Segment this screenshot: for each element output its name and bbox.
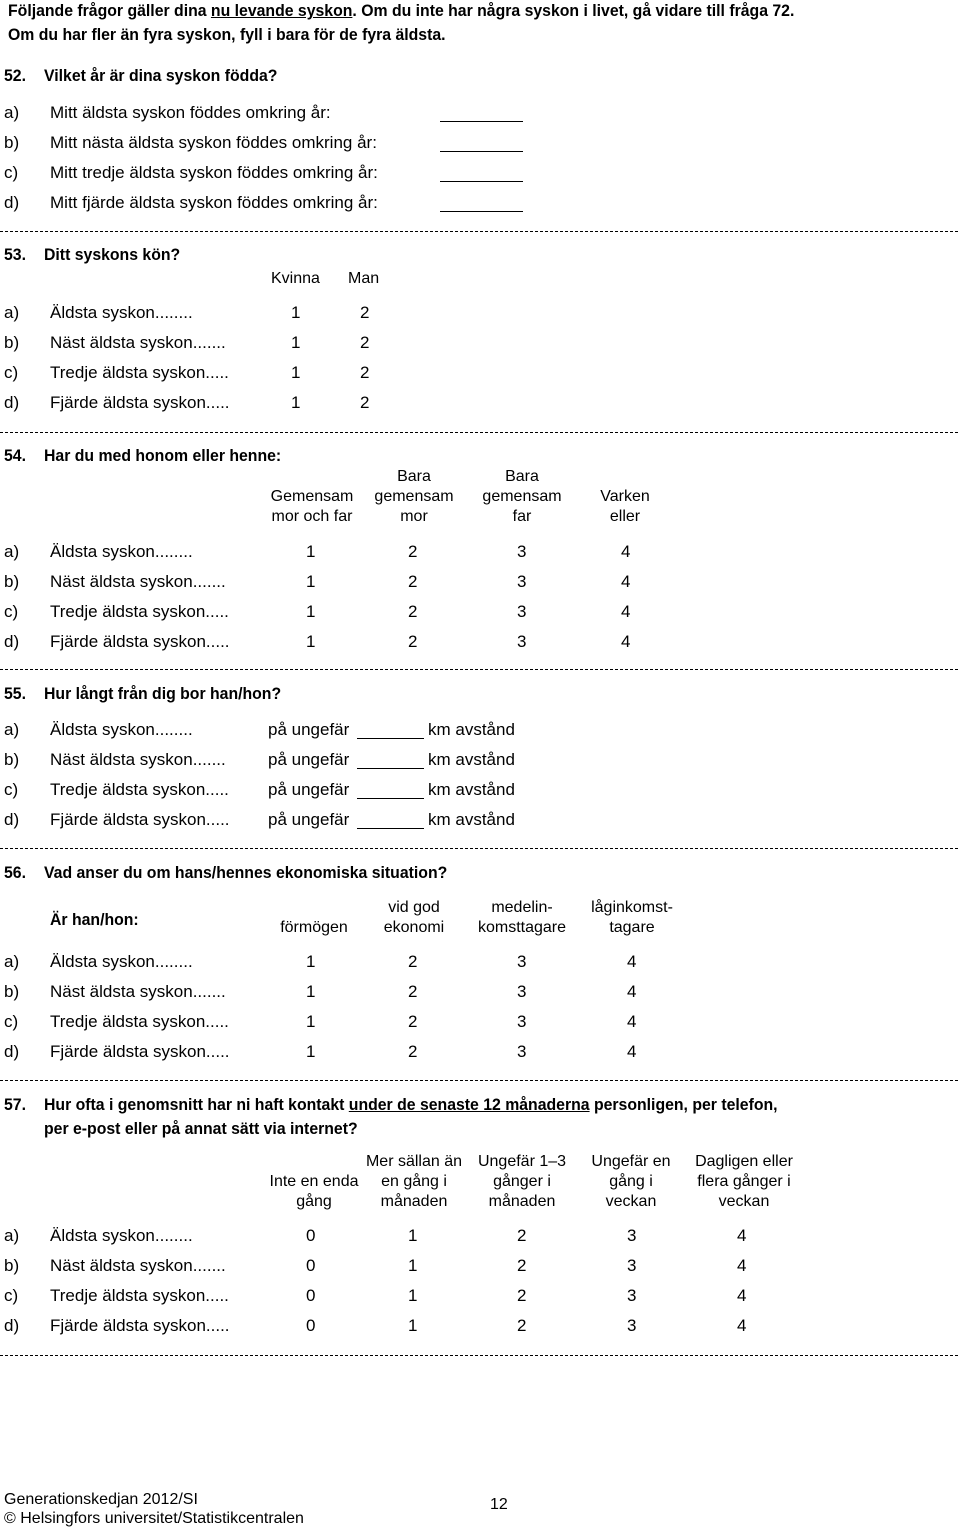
q54-title: Har du med honom eller henne:: [44, 446, 282, 465]
q52-title: Vilket år är dina syskon födda?: [44, 66, 278, 85]
response-code[interactable]: 3: [517, 1042, 527, 1061]
sibling-name: Fjärde äldsta syskon: [50, 1316, 206, 1335]
q57-title-emphasis: under de senaste 12 månaderna: [348, 1095, 590, 1114]
item-letter: d): [4, 1316, 20, 1335]
leader-dots: ........: [154, 952, 193, 971]
leader-dots: .....: [205, 1316, 230, 1335]
sibling-name: Näst äldsta syskon: [50, 333, 193, 352]
q53-title: Ditt syskons kön?: [44, 245, 181, 264]
distance-prefix: på ungefär: [268, 780, 350, 799]
response-code[interactable]: 2: [517, 1226, 527, 1245]
response-code[interactable]: 2: [517, 1286, 527, 1305]
response-code[interactable]: 4: [737, 1256, 747, 1275]
response-code[interactable]: 0: [306, 1226, 316, 1245]
response-code[interactable]: 2: [517, 1316, 527, 1335]
q54-header-2: Bara gemensam mor: [374, 468, 454, 525]
response-code[interactable]: 1: [408, 1316, 418, 1335]
q56-number: 56.: [4, 863, 26, 882]
distance-suffix: km avstånd: [428, 810, 515, 829]
year-answer-field[interactable]: [440, 121, 523, 122]
sibling-label: [50, 750, 226, 770]
response-code[interactable]: 3: [517, 542, 527, 561]
item-letter: a): [4, 103, 20, 122]
sibling-label: [50, 542, 193, 562]
response-code[interactable]: 1: [306, 1042, 316, 1061]
response-code[interactable]: 3: [627, 1256, 637, 1275]
response-code[interactable]: 3: [517, 982, 527, 1001]
leader-dots: ........: [154, 542, 193, 561]
response-code[interactable]: 3: [627, 1286, 637, 1305]
leader-dots: .......: [192, 982, 226, 1001]
response-code[interactable]: 4: [737, 1316, 747, 1335]
leader-dots: .......: [192, 333, 226, 352]
intro-emphasis: nu levande syskon: [210, 1, 353, 20]
leader-dots: .....: [205, 632, 230, 651]
response-code[interactable]: 1: [306, 632, 316, 651]
response-code[interactable]: 1: [306, 572, 316, 591]
sibling-name: Tredje äldsta syskon: [50, 1012, 206, 1031]
page-number: 12: [490, 1496, 508, 1513]
distance-prefix: på ungefär: [268, 720, 350, 739]
sibling-name: Äldsta syskon: [50, 1226, 155, 1245]
q57-header-4: Ungefär en gång i veckan: [591, 1153, 671, 1210]
sibling-label: [50, 333, 226, 353]
sibling-label: [50, 393, 230, 413]
sibling-label: [50, 572, 226, 592]
sibling-name: Näst äldsta syskon: [50, 572, 193, 591]
sibling-name: Tredje äldsta syskon: [50, 1286, 206, 1305]
response-code[interactable]: 3: [627, 1316, 637, 1335]
response-code[interactable]: 3: [517, 602, 527, 621]
year-answer-field[interactable]: [440, 181, 523, 182]
leader-dots: .....: [205, 810, 230, 829]
separator: [0, 848, 958, 849]
response-code[interactable]: 2: [408, 952, 418, 971]
sibling-label: [50, 780, 229, 800]
q53-number: 53.: [4, 245, 26, 264]
response-code[interactable]: 2: [408, 542, 418, 561]
q57-header-2: Mer sällan än en gång i månaden: [365, 1153, 463, 1210]
sibling-name: Näst äldsta syskon: [50, 750, 193, 769]
leader-dots: .......: [192, 572, 226, 591]
q57-title-text: Hur ofta i genomsnitt har ni haft kontakt: [44, 1095, 349, 1114]
distance-answer-field[interactable]: [357, 828, 424, 829]
item-letter: c): [4, 780, 19, 799]
leader-dots: .....: [205, 1012, 229, 1031]
q55-title: Hur långt från dig bor han/hon?: [44, 684, 282, 703]
response-code[interactable]: 4: [627, 952, 637, 971]
q56-header-4: låginkomst-tagare: [591, 899, 673, 936]
sibling-name: Tredje äldsta syskon: [50, 363, 206, 382]
year-answer-field[interactable]: [440, 211, 523, 212]
response-code[interactable]: 1: [291, 333, 301, 352]
sibling-name: Äldsta syskon: [50, 542, 155, 561]
response-code[interactable]: 3: [517, 572, 527, 591]
response-code[interactable]: 2: [408, 1012, 418, 1031]
response-code[interactable]: 2: [408, 602, 418, 621]
sibling-name: Tredje äldsta syskon: [50, 780, 206, 799]
response-code[interactable]: 3: [517, 632, 527, 651]
distance-answer-field[interactable]: [357, 768, 424, 769]
sibling-label: [50, 1226, 193, 1246]
response-code[interactable]: 4: [621, 602, 631, 621]
sibling-label: [50, 982, 226, 1002]
response-code[interactable]: 4: [621, 632, 631, 651]
item-letter: b): [4, 750, 20, 769]
sibling-label: [50, 810, 230, 830]
response-code[interactable]: 2: [360, 303, 370, 322]
separator: [0, 1355, 958, 1356]
q53-header-kvinna: Kvinna: [271, 270, 320, 287]
response-code[interactable]: 4: [737, 1286, 747, 1305]
sibling-name: Näst äldsta syskon: [50, 982, 193, 1001]
separator: [0, 432, 958, 433]
distance-suffix: km avstånd: [428, 750, 515, 769]
response-code[interactable]: 1: [291, 393, 301, 412]
response-code[interactable]: 2: [408, 632, 418, 651]
item-letter: c): [4, 363, 19, 382]
intro-line-2: Om du har fler än fyra syskon, fyll i bara för de fyra äldsta.: [8, 25, 446, 44]
sibling-name: Näst äldsta syskon: [50, 1256, 193, 1275]
footer-line-1: Generationskedjan 2012/SI: [4, 1491, 198, 1508]
intro-text-end: . Om du inte har några syskon i livet, gå vidare till fråga 72.: [352, 1, 795, 20]
response-code[interactable]: 1: [408, 1256, 418, 1275]
response-code[interactable]: 1: [306, 542, 316, 561]
distance-suffix: km avstånd: [428, 720, 515, 739]
sibling-name: Fjärde äldsta syskon: [50, 810, 206, 829]
response-code[interactable]: 4: [627, 1042, 637, 1061]
response-code[interactable]: 1: [408, 1226, 418, 1245]
sibling-label: [50, 1256, 226, 1276]
item-letter: d): [4, 810, 20, 829]
sibling-label: [50, 1286, 229, 1306]
item-letter: c): [4, 1286, 19, 1305]
leader-dots: .....: [205, 602, 229, 621]
sibling-label: [50, 952, 193, 972]
q57-title-text-end: personligen, per telefon,: [589, 1095, 778, 1114]
q52-item-label: Mitt tredje äldsta syskon föddes omkring år:: [50, 163, 378, 182]
q54-number: 54.: [4, 446, 26, 465]
q52-item-label: Mitt äldsta syskon föddes omkring år:: [50, 103, 331, 122]
leader-dots: .....: [205, 1286, 229, 1305]
leader-dots: .......: [192, 750, 226, 769]
response-code[interactable]: 4: [627, 982, 637, 1001]
leader-dots: .....: [205, 393, 230, 412]
q55-number: 55.: [4, 684, 26, 703]
item-letter: d): [4, 1042, 20, 1061]
sibling-label: [50, 1316, 230, 1336]
q56-title: Vad anser du om hans/hennes ekonomiska situation?: [44, 863, 448, 882]
response-code[interactable]: 1: [408, 1286, 418, 1305]
q52-item-label: Mitt nästa äldsta syskon föddes omkring år:: [50, 133, 377, 152]
sibling-label: [50, 1042, 230, 1062]
response-code[interactable]: 4: [621, 542, 631, 561]
distance-prefix: på ungefär: [268, 810, 350, 829]
response-code[interactable]: 2: [408, 572, 418, 591]
separator: [0, 231, 958, 232]
sibling-label: [50, 1012, 229, 1032]
response-code[interactable]: 1: [306, 952, 316, 971]
response-code[interactable]: 1: [306, 1012, 316, 1031]
sibling-name: Fjärde äldsta syskon: [50, 632, 206, 651]
sibling-label: [50, 602, 229, 622]
item-letter: d): [4, 193, 20, 212]
leader-dots: ........: [154, 720, 193, 739]
intro-text: Följande frågor gäller dina: [8, 1, 211, 20]
sibling-name: Äldsta syskon: [50, 952, 155, 971]
response-code[interactable]: 1: [291, 303, 301, 322]
response-code[interactable]: 2: [360, 363, 370, 382]
sibling-name: Äldsta syskon: [50, 720, 155, 739]
q57-title-line-2: per e-post eller på annat sätt via internet?: [44, 1119, 358, 1138]
item-letter: c): [4, 163, 19, 182]
q54-header-1: Gemensam mor och far: [270, 488, 354, 525]
year-answer-field[interactable]: [440, 151, 523, 152]
leader-dots: ........: [154, 1226, 193, 1245]
sibling-name: Äldsta syskon: [50, 303, 155, 322]
q52-item-label: Mitt fjärde äldsta syskon föddes omkring år:: [50, 193, 378, 212]
response-code[interactable]: 0: [306, 1256, 316, 1275]
item-letter: b): [4, 1256, 20, 1275]
separator: [0, 1080, 958, 1081]
response-code[interactable]: 1: [306, 602, 316, 621]
q54-header-3: Bara gemensam far: [482, 468, 562, 525]
item-letter: d): [4, 632, 20, 651]
q56-header-3: medelin-komsttagare: [477, 899, 567, 936]
item-letter: a): [4, 303, 20, 322]
item-letter: b): [4, 982, 20, 1001]
item-letter: b): [4, 333, 20, 352]
item-letter: b): [4, 572, 20, 591]
q57-header-1: Inte en enda gång: [269, 1173, 359, 1210]
response-code[interactable]: 2: [360, 393, 370, 412]
response-code[interactable]: 1: [291, 363, 301, 382]
q56-header-2: vid god ekonomi: [383, 899, 445, 936]
response-code[interactable]: 1: [306, 982, 316, 1001]
leader-dots: .....: [205, 780, 229, 799]
response-code[interactable]: 0: [306, 1286, 316, 1305]
item-letter: a): [4, 1226, 20, 1245]
item-letter: c): [4, 602, 19, 621]
q56-header-1: förmögen: [280, 919, 348, 936]
leader-dots: .....: [205, 363, 229, 382]
response-code[interactable]: 2: [517, 1256, 527, 1275]
sibling-name: Fjärde äldsta syskon: [50, 393, 206, 412]
footer-line-2: © Helsingfors universitet/Statistikcentralen: [4, 1510, 304, 1527]
q52-number: 52.: [4, 66, 26, 85]
item-letter: b): [4, 133, 20, 152]
distance-suffix: km avstånd: [428, 780, 515, 799]
response-code[interactable]: 2: [408, 982, 418, 1001]
sibling-name: Fjärde äldsta syskon: [50, 1042, 206, 1061]
item-letter: a): [4, 952, 20, 971]
leader-dots: .......: [192, 1256, 226, 1275]
distance-answer-field[interactable]: [357, 738, 424, 739]
response-code[interactable]: 4: [627, 1012, 637, 1031]
item-letter: a): [4, 542, 20, 561]
leader-dots: .....: [205, 1042, 230, 1061]
q54-header-4: Varken eller: [600, 488, 650, 525]
item-letter: c): [4, 1012, 19, 1031]
sibling-label: [50, 303, 193, 323]
item-letter: a): [4, 720, 20, 739]
intro-line-1: [8, 1, 794, 21]
q53-header-man: Man: [348, 270, 380, 287]
response-code[interactable]: 4: [737, 1226, 747, 1245]
item-letter: d): [4, 393, 20, 412]
response-code[interactable]: 3: [627, 1226, 637, 1245]
response-code[interactable]: 3: [517, 952, 527, 971]
response-code[interactable]: 2: [408, 1042, 418, 1061]
response-code[interactable]: 0: [306, 1316, 316, 1335]
q57-header-5: Dagligen eller flera gånger i veckan: [695, 1153, 793, 1210]
q57-title-line-1: [44, 1095, 778, 1115]
separator: [0, 669, 958, 670]
q56-lead: Är han/hon:: [50, 910, 139, 929]
sibling-label: [50, 720, 193, 740]
response-code[interactable]: 2: [360, 333, 370, 352]
distance-prefix: på ungefär: [268, 750, 350, 769]
sibling-label: [50, 363, 229, 383]
q57-header-3: Ungefär 1–3 gånger i månaden: [477, 1153, 567, 1210]
response-code[interactable]: 3: [517, 1012, 527, 1031]
q57-number: 57.: [4, 1095, 26, 1114]
sibling-name: Tredje äldsta syskon: [50, 602, 206, 621]
sibling-label: [50, 632, 230, 652]
leader-dots: ........: [154, 303, 193, 322]
distance-answer-field[interactable]: [357, 798, 424, 799]
response-code[interactable]: 4: [621, 572, 631, 591]
